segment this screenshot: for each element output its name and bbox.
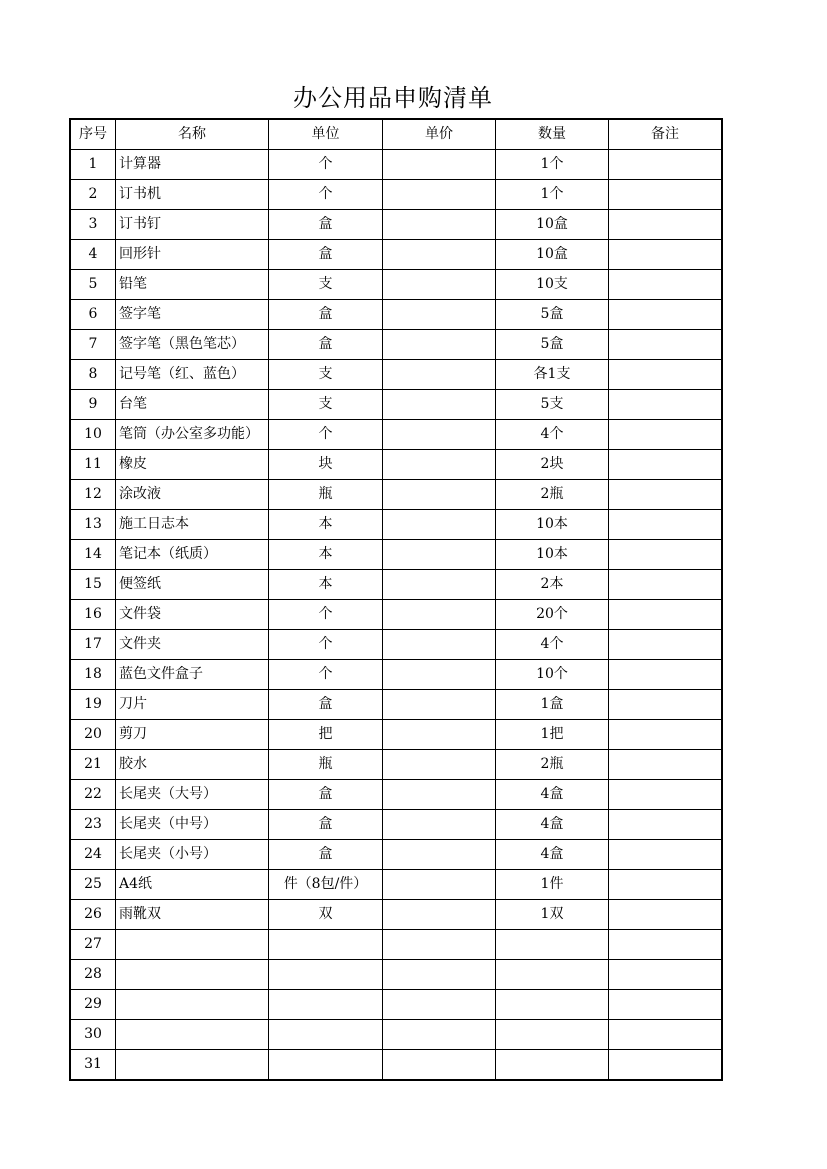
note-cell: [609, 180, 723, 210]
item-name-cell: 雨靴双: [116, 900, 269, 930]
row-number-cell: 6: [70, 300, 116, 330]
quantity-cell: [496, 1050, 609, 1081]
unit-price-cell: [383, 780, 496, 810]
note-cell: [609, 960, 723, 990]
unit-price-cell: [383, 570, 496, 600]
note-cell: [609, 1050, 723, 1081]
note-cell: [609, 660, 723, 690]
unit-price-cell: [383, 300, 496, 330]
table-row: [70, 270, 722, 300]
note-cell: [609, 570, 723, 600]
unit-cell: 块: [269, 450, 383, 480]
item-name-cell: 订书钉: [116, 210, 269, 240]
item-name-cell: 订书机: [116, 180, 269, 210]
unit-price-cell: [383, 360, 496, 390]
unit-price-cell: [383, 420, 496, 450]
quantity-cell: 5盒: [496, 300, 609, 330]
unit-price-cell: [383, 390, 496, 420]
table-header-row: [70, 119, 722, 150]
table-row: [70, 330, 722, 360]
unit-price-cell: [383, 600, 496, 630]
item-name-cell: 剪刀: [116, 720, 269, 750]
row-number-cell: 16: [70, 600, 116, 630]
unit-cell: [269, 990, 383, 1020]
unit-cell: 支: [269, 390, 383, 420]
row-number-cell: 27: [70, 930, 116, 960]
note-cell: [609, 540, 723, 570]
note-cell: [609, 900, 723, 930]
table-row: [70, 930, 722, 960]
quantity-cell: 10本: [496, 510, 609, 540]
unit-price-cell: [383, 1050, 496, 1081]
quantity-cell: [496, 990, 609, 1020]
table-row: [70, 600, 722, 630]
quantity-cell: 1件: [496, 870, 609, 900]
item-name-cell: 涂改液: [116, 480, 269, 510]
table-row: [70, 780, 722, 810]
unit-cell: 个: [269, 660, 383, 690]
unit-price-cell: [383, 150, 496, 180]
table-row: [70, 870, 722, 900]
unit-cell: 支: [269, 360, 383, 390]
header-price: 单价: [383, 119, 496, 150]
quantity-cell: 2本: [496, 570, 609, 600]
unit-cell: 个: [269, 630, 383, 660]
unit-price-cell: [383, 1020, 496, 1050]
unit-cell: [269, 930, 383, 960]
table-row: [70, 150, 722, 180]
header-note: 备注: [609, 119, 723, 150]
row-number-cell: 2: [70, 180, 116, 210]
unit-price-cell: [383, 180, 496, 210]
quantity-cell: 10盒: [496, 210, 609, 240]
header-unit: 单位: [269, 119, 383, 150]
header-qty: 数量: [496, 119, 609, 150]
quantity-cell: 1盒: [496, 690, 609, 720]
note-cell: [609, 360, 723, 390]
table-row: [70, 810, 722, 840]
unit-price-cell: [383, 510, 496, 540]
note-cell: [609, 390, 723, 420]
unit-price-cell: [383, 660, 496, 690]
unit-cell: 本: [269, 510, 383, 540]
note-cell: [609, 930, 723, 960]
item-name-cell: 签字笔: [116, 300, 269, 330]
table-row: [70, 210, 722, 240]
unit-cell: 盒: [269, 240, 383, 270]
item-name-cell: 文件袋: [116, 600, 269, 630]
note-cell: [609, 990, 723, 1020]
note-cell: [609, 720, 723, 750]
quantity-cell: 4个: [496, 420, 609, 450]
note-cell: [609, 600, 723, 630]
row-number-cell: 5: [70, 270, 116, 300]
quantity-cell: 4盒: [496, 840, 609, 870]
row-number-cell: 20: [70, 720, 116, 750]
unit-cell: 瓶: [269, 480, 383, 510]
row-number-cell: 8: [70, 360, 116, 390]
table-row: [70, 690, 722, 720]
row-number-cell: 29: [70, 990, 116, 1020]
note-cell: [609, 810, 723, 840]
unit-cell: 盒: [269, 330, 383, 360]
note-cell: [609, 840, 723, 870]
item-name-cell: 施工日志本: [116, 510, 269, 540]
note-cell: [609, 750, 723, 780]
table-row: [70, 480, 722, 510]
quantity-cell: 10本: [496, 540, 609, 570]
unit-price-cell: [383, 750, 496, 780]
table-row: [70, 720, 722, 750]
row-number-cell: 22: [70, 780, 116, 810]
note-cell: [609, 240, 723, 270]
table-row: [70, 510, 722, 540]
note-cell: [609, 300, 723, 330]
item-name-cell: [116, 1020, 269, 1050]
table-row: [70, 630, 722, 660]
quantity-cell: [496, 1020, 609, 1050]
unit-price-cell: [383, 930, 496, 960]
item-name-cell: 长尾夹（大号）: [116, 780, 269, 810]
unit-cell: [269, 1050, 383, 1081]
table-row: [70, 990, 722, 1020]
unit-cell: [269, 1020, 383, 1050]
unit-cell: 盒: [269, 840, 383, 870]
quantity-cell: 各1支: [496, 360, 609, 390]
note-cell: [609, 510, 723, 540]
unit-cell: 个: [269, 150, 383, 180]
row-number-cell: 7: [70, 330, 116, 360]
unit-price-cell: [383, 480, 496, 510]
unit-cell: 支: [269, 270, 383, 300]
quantity-cell: 1双: [496, 900, 609, 930]
unit-price-cell: [383, 690, 496, 720]
unit-price-cell: [383, 990, 496, 1020]
table-row: [70, 900, 722, 930]
table-row: [70, 660, 722, 690]
row-number-cell: 28: [70, 960, 116, 990]
table-row: [70, 540, 722, 570]
item-name-cell: A4纸: [116, 870, 269, 900]
quantity-cell: 4盒: [496, 780, 609, 810]
unit-price-cell: [383, 870, 496, 900]
quantity-cell: 2块: [496, 450, 609, 480]
unit-price-cell: [383, 720, 496, 750]
unit-cell: 盒: [269, 780, 383, 810]
header-name: 名称: [116, 119, 269, 150]
row-number-cell: 15: [70, 570, 116, 600]
row-number-cell: 3: [70, 210, 116, 240]
item-name-cell: 铅笔: [116, 270, 269, 300]
item-name-cell: [116, 960, 269, 990]
unit-price-cell: [383, 270, 496, 300]
unit-cell: [269, 960, 383, 990]
table-row: [70, 570, 722, 600]
table-row: [70, 450, 722, 480]
table-row: [70, 180, 722, 210]
quantity-cell: 4盒: [496, 810, 609, 840]
note-cell: [609, 690, 723, 720]
quantity-cell: 5支: [496, 390, 609, 420]
quantity-cell: 5盒: [496, 330, 609, 360]
unit-cell: 个: [269, 180, 383, 210]
unit-price-cell: [383, 450, 496, 480]
unit-cell: 件（8包/件）: [269, 870, 383, 900]
item-name-cell: 笔记本（纸质）: [116, 540, 269, 570]
unit-price-cell: [383, 840, 496, 870]
row-number-cell: 21: [70, 750, 116, 780]
unit-price-cell: [383, 210, 496, 240]
row-number-cell: 17: [70, 630, 116, 660]
unit-price-cell: [383, 540, 496, 570]
quantity-cell: 10支: [496, 270, 609, 300]
row-number-cell: 4: [70, 240, 116, 270]
quantity-cell: 10个: [496, 660, 609, 690]
note-cell: [609, 450, 723, 480]
item-name-cell: 笔筒（办公室多功能）: [116, 420, 269, 450]
unit-price-cell: [383, 330, 496, 360]
unit-price-cell: [383, 960, 496, 990]
row-number-cell: 13: [70, 510, 116, 540]
table-row: [70, 750, 722, 780]
table-row: [70, 300, 722, 330]
table-row: [70, 1020, 722, 1050]
unit-cell: 把: [269, 720, 383, 750]
row-number-cell: 23: [70, 810, 116, 840]
unit-cell: 个: [269, 600, 383, 630]
table-row: [70, 390, 722, 420]
note-cell: [609, 780, 723, 810]
table-row: [70, 420, 722, 450]
table-row: [70, 1050, 722, 1081]
item-name-cell: 便签纸: [116, 570, 269, 600]
unit-cell: 本: [269, 570, 383, 600]
row-number-cell: 19: [70, 690, 116, 720]
item-name-cell: 胶水: [116, 750, 269, 780]
unit-price-cell: [383, 810, 496, 840]
unit-price-cell: [383, 630, 496, 660]
row-number-cell: 10: [70, 420, 116, 450]
item-name-cell: [116, 990, 269, 1020]
document-title: 办公用品申购清单: [293, 84, 493, 112]
quantity-cell: [496, 960, 609, 990]
note-cell: [609, 870, 723, 900]
note-cell: [609, 150, 723, 180]
unit-cell: 盒: [269, 810, 383, 840]
quantity-cell: 10盒: [496, 240, 609, 270]
item-name-cell: 记号笔（红、蓝色）: [116, 360, 269, 390]
table-row: [70, 840, 722, 870]
item-name-cell: 橡皮: [116, 450, 269, 480]
quantity-cell: 1个: [496, 180, 609, 210]
header-no: 序号: [70, 119, 116, 150]
row-number-cell: 14: [70, 540, 116, 570]
unit-cell: 瓶: [269, 750, 383, 780]
table-row: [70, 960, 722, 990]
quantity-cell: [496, 930, 609, 960]
item-name-cell: 台笔: [116, 390, 269, 420]
quantity-cell: 2瓶: [496, 480, 609, 510]
note-cell: [609, 420, 723, 450]
note-cell: [609, 1020, 723, 1050]
purchase-list-table: [69, 118, 723, 1081]
item-name-cell: [116, 1050, 269, 1081]
quantity-cell: 2瓶: [496, 750, 609, 780]
row-number-cell: 25: [70, 870, 116, 900]
row-number-cell: 1: [70, 150, 116, 180]
unit-price-cell: [383, 240, 496, 270]
unit-cell: 个: [269, 420, 383, 450]
quantity-cell: 20个: [496, 600, 609, 630]
quantity-cell: 4个: [496, 630, 609, 660]
item-name-cell: 长尾夹（中号）: [116, 810, 269, 840]
row-number-cell: 11: [70, 450, 116, 480]
table-body: [70, 150, 722, 1081]
unit-price-cell: [383, 900, 496, 930]
item-name-cell: 刀片: [116, 690, 269, 720]
row-number-cell: 12: [70, 480, 116, 510]
table-row: [70, 360, 722, 390]
item-name-cell: 回形针: [116, 240, 269, 270]
row-number-cell: 24: [70, 840, 116, 870]
item-name-cell: 签字笔（黑色笔芯）: [116, 330, 269, 360]
note-cell: [609, 210, 723, 240]
unit-cell: 盒: [269, 210, 383, 240]
table-row: [70, 240, 722, 270]
item-name-cell: 文件夹: [116, 630, 269, 660]
row-number-cell: 31: [70, 1050, 116, 1081]
note-cell: [609, 270, 723, 300]
note-cell: [609, 630, 723, 660]
item-name-cell: [116, 930, 269, 960]
item-name-cell: 蓝色文件盒子: [116, 660, 269, 690]
row-number-cell: 30: [70, 1020, 116, 1050]
note-cell: [609, 330, 723, 360]
quantity-cell: 1个: [496, 150, 609, 180]
row-number-cell: 26: [70, 900, 116, 930]
row-number-cell: 9: [70, 390, 116, 420]
unit-cell: 双: [269, 900, 383, 930]
unit-cell: 盒: [269, 300, 383, 330]
unit-cell: 本: [269, 540, 383, 570]
quantity-cell: 1把: [496, 720, 609, 750]
unit-cell: 盒: [269, 690, 383, 720]
item-name-cell: 计算器: [116, 150, 269, 180]
note-cell: [609, 480, 723, 510]
item-name-cell: 长尾夹（小号）: [116, 840, 269, 870]
row-number-cell: 18: [70, 660, 116, 690]
